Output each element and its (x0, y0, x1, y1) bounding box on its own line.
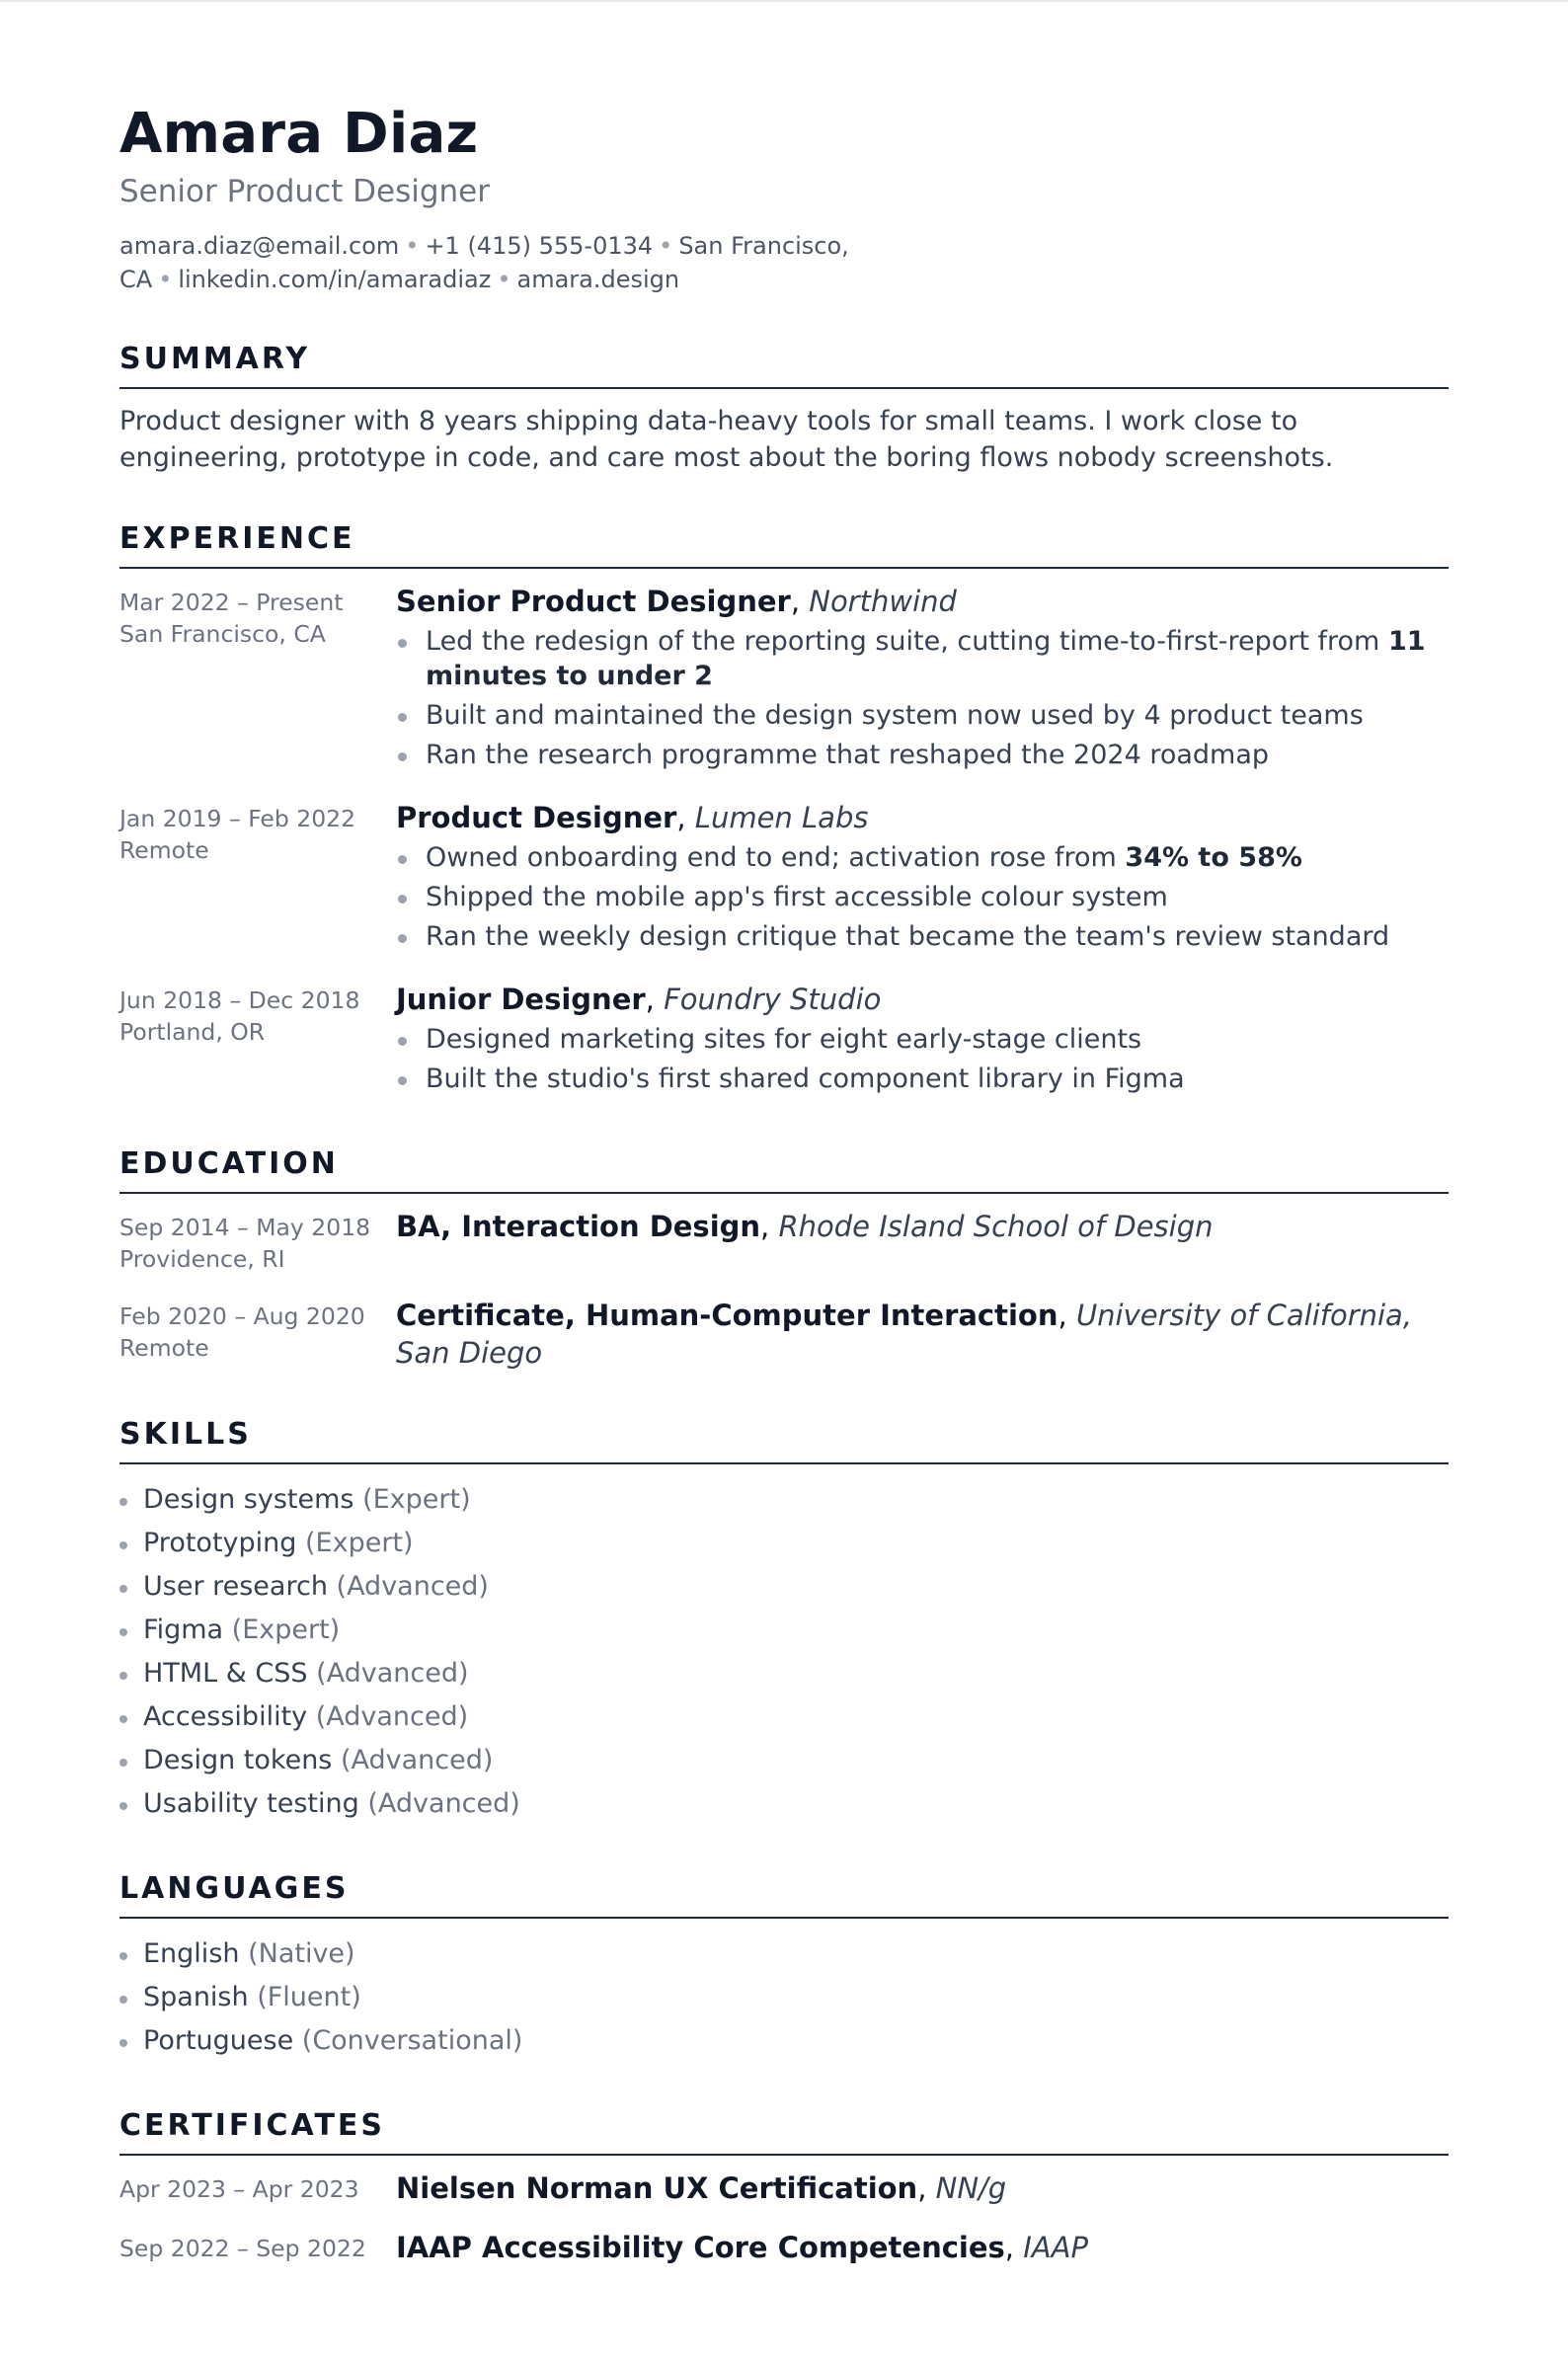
section-title-experience: EXPERIENCE (119, 519, 1449, 569)
entry-meta (119, 1208, 396, 1275)
company-name: Lumen Labs (694, 801, 869, 834)
entry-dates: Sep 2014 – May 2018 (119, 1214, 371, 1241)
entry-location: Providence, RI (119, 1245, 285, 1273)
entry-dates: Mar 2022 – Present (119, 589, 344, 616)
candidate-name: Amara Diaz (119, 102, 479, 166)
experience-entry (119, 981, 1449, 1101)
list-item: User research (Advanced) (119, 1565, 1449, 1609)
certificate-entry (119, 2169, 1449, 2207)
entry-location: Remote (119, 836, 209, 864)
degree-name: Certificate, Human-Computer Interaction (396, 1299, 1058, 1332)
section-title-certificates: CERTIFICATES (119, 2106, 1449, 2156)
education-entry (119, 1297, 1449, 1372)
contact-linkedin[interactable]: linkedin.com/in/amaradiaz (178, 266, 492, 293)
separator-dot: • (497, 266, 511, 293)
list-item: Built and maintained the design system now used by 4 product teams (396, 698, 1449, 733)
certificate-entry (119, 2229, 1449, 2266)
contact-website[interactable]: amara.design (516, 266, 680, 293)
resume-header (119, 101, 1449, 296)
contact-email[interactable]: amara.diaz@email.com (119, 232, 400, 260)
skills-list (119, 1478, 1449, 1826)
contact-phone[interactable]: +1 (415) 555-0134 (425, 232, 654, 260)
entry-dates: Jan 2019 – Feb 2022 (119, 805, 356, 832)
list-item: Design systems (Expert) (119, 1478, 1449, 1522)
entry-heading: Product Designer, Lumen Labs (396, 801, 869, 834)
entry-location: Remote (119, 1334, 209, 1362)
candidate-title: Senior Product Designer (119, 174, 490, 209)
summary-section (119, 340, 1449, 476)
education-entry (119, 1208, 1449, 1275)
separator-dot: • (659, 232, 673, 260)
separator-dot: • (158, 266, 173, 293)
list-item: HTML & CSS (Advanced) (119, 1652, 1449, 1695)
contact-location: San Francisco, CA (119, 232, 849, 293)
entry-heading: Nielsen Norman UX Certification, NN/g (396, 2171, 1007, 2205)
list-item: Usability testing (Advanced) (119, 1782, 1449, 1826)
list-item: Design tokens (Advanced) (119, 1739, 1449, 1782)
entry-meta (119, 799, 396, 959)
entry-heading: Senior Product Designer, Northwind (396, 585, 957, 618)
list-item: Figma (Expert) (119, 1609, 1449, 1652)
list-item: Spanish (Fluent) (119, 1976, 1449, 2019)
education-section (119, 1144, 1449, 1372)
list-item: English (Native) (119, 1932, 1449, 1976)
languages-section (119, 1869, 1449, 2063)
entry-heading: Certificate, Human-Computer Interaction, University of California, San Diego (396, 1299, 1413, 1370)
school-name: Rhode Island School of Design (778, 1210, 1214, 1243)
entry-meta (119, 981, 396, 1101)
list-item: Designed marketing sites for eight early-stage clients (396, 1022, 1449, 1057)
certificate-name: IAAP Accessibility Core Competencies (396, 2231, 1005, 2264)
certificate-name: Nielsen Norman UX Certification (396, 2171, 918, 2205)
entry-dates: Sep 2022 – Sep 2022 (119, 2235, 366, 2262)
section-title-education: EDUCATION (119, 1144, 1449, 1194)
list-item: Accessibility (Advanced) (119, 1695, 1449, 1739)
list-item: Built the studio's first shared component library in Figma (396, 1062, 1449, 1096)
section-title-languages: LANGUAGES (119, 1869, 1449, 1919)
languages-list (119, 1932, 1449, 2063)
list-item: Led the redesign of the reporting suite, cutting time-to-first-report from 11 minutes to under 2 (396, 624, 1449, 693)
list-item: Prototyping (Expert) (119, 1522, 1449, 1565)
separator-dot: • (405, 232, 420, 260)
list-item: Ran the weekly design critique that became the team's review standard (396, 919, 1449, 954)
company-name: Northwind (809, 585, 957, 618)
entry-location: San Francisco, CA (119, 620, 326, 648)
experience-section (119, 519, 1449, 1101)
list-item: Portuguese (Conversational) (119, 2019, 1449, 2063)
entry-location: Portland, OR (119, 1018, 266, 1046)
entry-heading: Junior Designer, Foundry Studio (396, 983, 882, 1016)
certificate-issuer: IAAP (1023, 2231, 1088, 2264)
job-role: Senior Product Designer (396, 585, 791, 618)
entry-dates: Feb 2020 – Aug 2020 (119, 1302, 365, 1330)
entry-heading: BA, Interaction Design, Rhode Island School of Design (396, 1210, 1214, 1243)
list-item: Ran the research programme that reshaped the 2024 roadmap (396, 738, 1449, 772)
section-title-skills: SKILLS (119, 1415, 1449, 1464)
entry-dates: Jun 2018 – Dec 2018 (119, 986, 360, 1014)
company-name: Foundry Studio (664, 983, 882, 1016)
certificate-issuer: NN/g (935, 2171, 1007, 2205)
entry-heading: IAAP Accessibility Core Competencies, IAAP (396, 2231, 1088, 2264)
summary-text: Product designer with 8 years shipping data-heavy tools for small teams. I work close to engineering, prototype in code, and care most about the boring flows nobody screenshots. (119, 406, 1334, 473)
entry-meta (119, 1297, 396, 1372)
skills-section (119, 1415, 1449, 1826)
entry-dates: Apr 2023 – Apr 2023 (119, 2175, 359, 2203)
list-item: Shipped the mobile app's first accessible colour system (396, 880, 1449, 914)
certificates-section (119, 2106, 1449, 2266)
experience-entry (119, 583, 1449, 777)
experience-entry (119, 799, 1449, 959)
list-item: Owned onboarding end to end; activation rose from 34% to 58% (396, 840, 1449, 875)
job-role: Product Designer (396, 801, 677, 834)
resume-page (0, 2, 1568, 2364)
entry-meta (119, 583, 396, 777)
degree-name: BA, Interaction Design (396, 1210, 761, 1243)
school-name: University of California, San Diego (396, 1299, 1413, 1370)
section-title-summary: SUMMARY (119, 340, 1449, 389)
job-role: Junior Designer (396, 983, 646, 1016)
contact-line (119, 229, 890, 296)
